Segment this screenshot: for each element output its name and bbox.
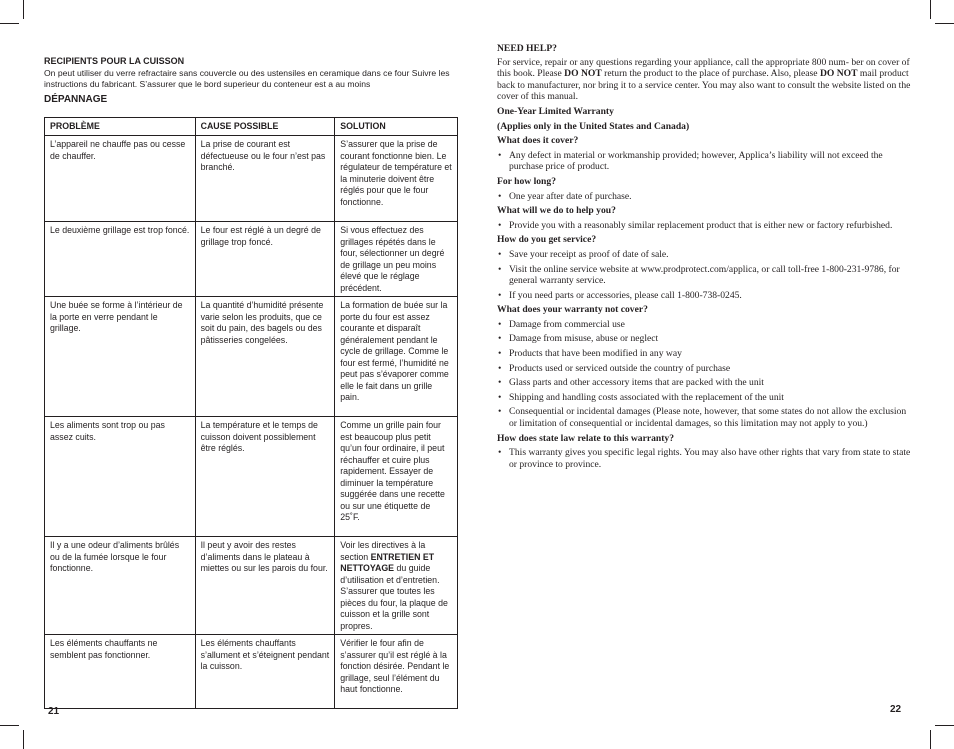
problem-cell: Le deuxième grillage est trop foncé. — [45, 222, 196, 297]
warranty-question: What does it cover? — [497, 135, 579, 147]
warranty-subtitle: (Applies only in the United States and Canada) — [497, 120, 690, 132]
list-item: • Products that have been modified in any way — [497, 348, 911, 360]
cause-cell: Les éléments chauffants s’allument et s’éteignent pendant la cuisson. — [195, 635, 335, 709]
list-item: • If you need parts or accessories, please call 1-800-738-0245. — [497, 290, 911, 302]
header-solution: SOLUTION — [335, 118, 458, 136]
section-title-depannage: DÉPANNAGE — [44, 94, 108, 105]
header-probleme: PROBLÈME — [45, 118, 196, 136]
need-help-text-part: return the product to the place of purchase. Also, please — [601, 68, 820, 80]
warranty-question: How does state law relate to this warranty? — [497, 432, 675, 444]
problem-cell: Les éléments chauffants ne semblent pas fonctionner. — [45, 635, 196, 709]
problem-cell: Une buée se forme à l’intérieur de la porte en verre pendant le grillage. — [45, 297, 196, 417]
table-header-row — [45, 118, 458, 136]
solution-cell — [335, 537, 458, 635]
list-item: • Consequential or incidental damages (Please note, however, that some states do not allow the exclusion or limitation of consequential or incidental damages, so this limitation may not apply to you.) — [497, 406, 911, 429]
cause-cell: La température et le temps de cuisson doivent possiblement être réglés. — [195, 417, 335, 537]
crop-mark — [930, 0, 931, 19]
do-not-emphasis: DO NOT — [819, 68, 858, 80]
list-item: • Save your receipt as proof of date of sale. — [497, 249, 911, 261]
warranty-list — [497, 191, 911, 203]
table-row — [45, 297, 458, 417]
crop-mark — [0, 23, 19, 24]
cause-cell: La quantité d’humidité présente varie selon les produits, que ce soit du pain, des bagels ou des pâtisseries congelées. — [195, 297, 335, 417]
cause-cell: Il peut y avoir des restes d’aliments dans le plateau à miettes ou sur les parois du four. — [195, 537, 335, 635]
cause-cell: La prise de courant est défectueuse ou le four n’est pas branché. — [195, 136, 335, 222]
warranty-question: For how long? — [497, 175, 556, 187]
need-help-text — [497, 57, 911, 103]
solution-bold-text: ENTRETIEN ET NETTOYAGE — [340, 551, 435, 573]
warranty-title: One-Year Limited Warranty — [497, 105, 614, 117]
warranty-list — [497, 150, 911, 173]
page-number-right: 22 — [890, 704, 902, 715]
problem-cell: Les aliments sont trop ou pas assez cuits. — [45, 417, 196, 537]
crop-mark — [0, 725, 19, 726]
problem-cell: L’appareil ne chauffe pas ou cesse de chauffer. — [45, 136, 196, 222]
crop-mark — [23, 0, 24, 19]
warranty-list — [497, 220, 911, 232]
solution-cell: La formation de buée sur la porte du four est assez courante et disparaît généralement pendant le cycle de grillage. Comme le four est fermé, l’humidité ne peut pas s’évaporer comme elle le fait dans un grille pain. — [335, 297, 458, 417]
solution-text: du guide d’utilisation et d’entretien. S’assurer que toutes les pièces du four, la plaque de cuisson et la grille sont propres. — [340, 563, 448, 631]
list-item: • Visit the online service website at www.prodprotect.com/applica, or call toll-free 1-800-231-9786, for general warranty service. — [497, 264, 911, 287]
crop-mark — [930, 730, 931, 749]
list-item: • This warranty gives you specific legal rights. You may also have other rights that vary from state to state or province to province. — [497, 447, 911, 470]
do-not-emphasis: DO NOT — [564, 68, 602, 80]
warranty-list — [497, 319, 911, 430]
table-row — [45, 635, 458, 709]
solution-cell: Comme un grille pain four est beaucoup plus petit qu’un four ordinaire, il peut réchauffer et cuire plus rapidement. Essayer de diminuer la température suggérée dans une recette ou sur une étiquette de 25˚F. — [335, 417, 458, 537]
problem-cell: Il y a une odeur d’aliments brûlés ou de la fumée lorsque le four fonctionne. — [45, 537, 196, 635]
table-row — [45, 222, 458, 297]
table-row — [45, 537, 458, 635]
solution-text: Voir les directives à la section — [340, 540, 426, 562]
need-help-text-part: For service, repair or any questions regarding your appliance, call the appropriate 800 num- ber on cover of this book. Please — [497, 56, 910, 80]
solution-cell: S’assurer que la prise de courant fonctionne bien. Le régulateur de température et la minuterie doivent être réglés pour que le four fonctionne. — [335, 136, 458, 222]
warranty-question: What does your warranty not cover? — [497, 304, 648, 316]
recipients-text: On peut utiliser du verre refractaire sans couvercle ou des ustensiles en ceramique dans ce four Suivre les instructions du fabricant. S’assurer que le bord superieur du conteneur est a au moins — [44, 68, 450, 89]
need-help-title: NEED HELP? — [497, 43, 557, 54]
section-title-recipients: RECIPIENTS POUR LA CUISSON — [44, 56, 185, 66]
table-row — [45, 136, 458, 222]
list-item: • One year after date of purchase. — [497, 191, 911, 203]
warranty-question: How do you get service? — [497, 234, 597, 246]
list-item: • Shipping and handling costs associated with the replacement of the unit — [497, 392, 911, 404]
crop-mark — [935, 725, 954, 726]
list-item: • Damage from misuse, abuse or neglect — [497, 333, 911, 345]
crop-mark — [23, 730, 24, 749]
warranty-list — [497, 447, 911, 470]
list-item: • Glass parts and other accessory items that are packed with the unit — [497, 377, 911, 389]
right-page-warranty — [497, 43, 911, 470]
solution-cell: Vérifier le four afin de s’assurer qu’il est réglé à la fonction désirée. Pendant le grillage, seul l’élément du haut fonctionne. — [335, 635, 458, 709]
list-item: • Any defect in material or workmanship provided; however, Applica’s liability will not exceed the purchase price of product. — [497, 150, 911, 173]
crop-mark — [935, 23, 954, 24]
page-number-left: 21 — [48, 706, 60, 717]
list-item: • Damage from commercial use — [497, 319, 911, 331]
list-item: • Provide you with a reasonably similar replacement product that is either new or factory refurbished. — [497, 220, 911, 232]
troubleshooting-table — [44, 117, 458, 709]
list-item: • Products used or serviced outside the country of purchase — [497, 363, 911, 375]
warranty-question: What will we do to help you? — [497, 205, 616, 217]
need-help-text-part: mail product back to manufacturer, nor bring it to a service center. You may also want to consult the website listed on the cover of this manual. — [497, 68, 911, 103]
header-cause: CAUSE POSSIBLE — [195, 118, 335, 136]
cause-cell: Le four est réglé à un degré de grillage trop foncé. — [195, 222, 335, 297]
warranty-list — [497, 249, 911, 301]
left-page-intro — [44, 56, 458, 105]
table-row — [45, 417, 458, 537]
solution-cell: Si vous effectuez des grillages répétés dans le four, sélectionner un degré de grillage un peu moins élevé que le réglage précédent. — [335, 222, 458, 297]
